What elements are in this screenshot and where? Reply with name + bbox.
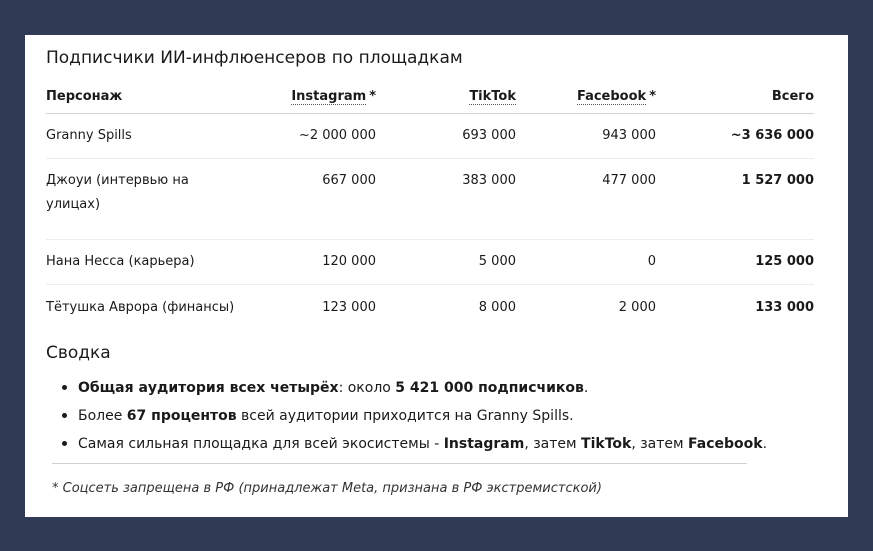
summary-text: Более xyxy=(78,408,127,424)
header-tiktok[interactable] xyxy=(386,79,526,114)
table-title: Подписчики ИИ-инфлюенсеров по площадкам xyxy=(46,48,463,68)
header-instagram-label[interactable]: Instagram xyxy=(291,88,367,104)
cell-tiktok: 8 000 xyxy=(478,300,516,315)
header-facebook[interactable] xyxy=(526,79,666,114)
cell-tiktok: 383 000 xyxy=(386,159,526,240)
header-instagram[interactable] xyxy=(241,79,386,114)
summary-item xyxy=(78,429,778,457)
cell-instagram: 120 000 xyxy=(241,240,386,285)
cell-facebook: 943 000 xyxy=(526,114,666,159)
cell-instagram: 667 000 xyxy=(241,159,386,240)
summary-bold: TikTok xyxy=(581,436,632,452)
cell-instagram: 123 000 xyxy=(322,300,376,315)
summary-text: всей аудитории приходится на Granny Spills. xyxy=(236,408,574,424)
cell-facebook: 2 000 xyxy=(618,300,656,315)
header-persona: Персонаж xyxy=(46,79,241,114)
cell-total: 1 527 000 xyxy=(666,159,814,240)
cell-name: Нана Несса (карьера) xyxy=(46,240,241,285)
cell-total: ~3 636 000 xyxy=(666,114,814,159)
cell-total: 133 000 xyxy=(755,300,814,315)
cell-tiktok: 5 000 xyxy=(386,240,526,285)
footnote: * Соцсеть запрещена в РФ (принадлежат Meta, признана в РФ экстремистской) xyxy=(52,481,602,496)
header-tiktok-label[interactable]: TikTok xyxy=(469,88,516,104)
table-row xyxy=(46,240,814,285)
summary-text: Самая сильная площадка для всей экосистемы - xyxy=(78,436,444,452)
cell-total: 125 000 xyxy=(666,240,814,285)
header-facebook-label[interactable]: Facebook xyxy=(576,88,647,104)
header-facebook-footnote-mark: * xyxy=(649,88,656,104)
table-header-row xyxy=(46,79,814,114)
summary-bold: Общая аудитория всех четырёх xyxy=(78,380,339,396)
cell-facebook: 477 000 xyxy=(526,159,666,240)
summary-text: , затем xyxy=(631,436,689,452)
cell-tiktok: 693 000 xyxy=(386,114,526,159)
summary-title: Сводка xyxy=(46,343,111,363)
summary-bold: 5 421 000 подписчиков xyxy=(395,380,584,396)
cell-facebook: 0 xyxy=(526,240,666,285)
table-row xyxy=(46,159,814,240)
header-total: Всего xyxy=(666,79,814,114)
summary-list xyxy=(46,373,778,457)
summary-bold: 67 процентов xyxy=(126,408,237,424)
header-instagram-footnote-mark: * xyxy=(369,88,376,104)
content-card xyxy=(25,35,848,517)
summary-text: , затем xyxy=(524,436,582,452)
subscribers-table xyxy=(46,79,814,331)
summary-item xyxy=(78,401,778,429)
summary-item xyxy=(78,373,778,401)
footnote-divider xyxy=(52,463,747,464)
cell-name: Тётушка Аврора (финансы) xyxy=(46,300,235,315)
summary-bold: Facebook xyxy=(688,436,763,452)
table-row xyxy=(46,285,814,332)
cell-name: Granny Spills xyxy=(46,114,241,159)
summary-text: . xyxy=(762,436,768,452)
table-row xyxy=(46,114,814,159)
cell-name: Джоуи (интервью на улицах) xyxy=(46,159,241,240)
cell-instagram: ~2 000 000 xyxy=(241,114,386,159)
summary-text: : около xyxy=(338,380,396,396)
summary-bold: Instagram xyxy=(443,436,525,452)
summary-text: . xyxy=(583,380,589,396)
